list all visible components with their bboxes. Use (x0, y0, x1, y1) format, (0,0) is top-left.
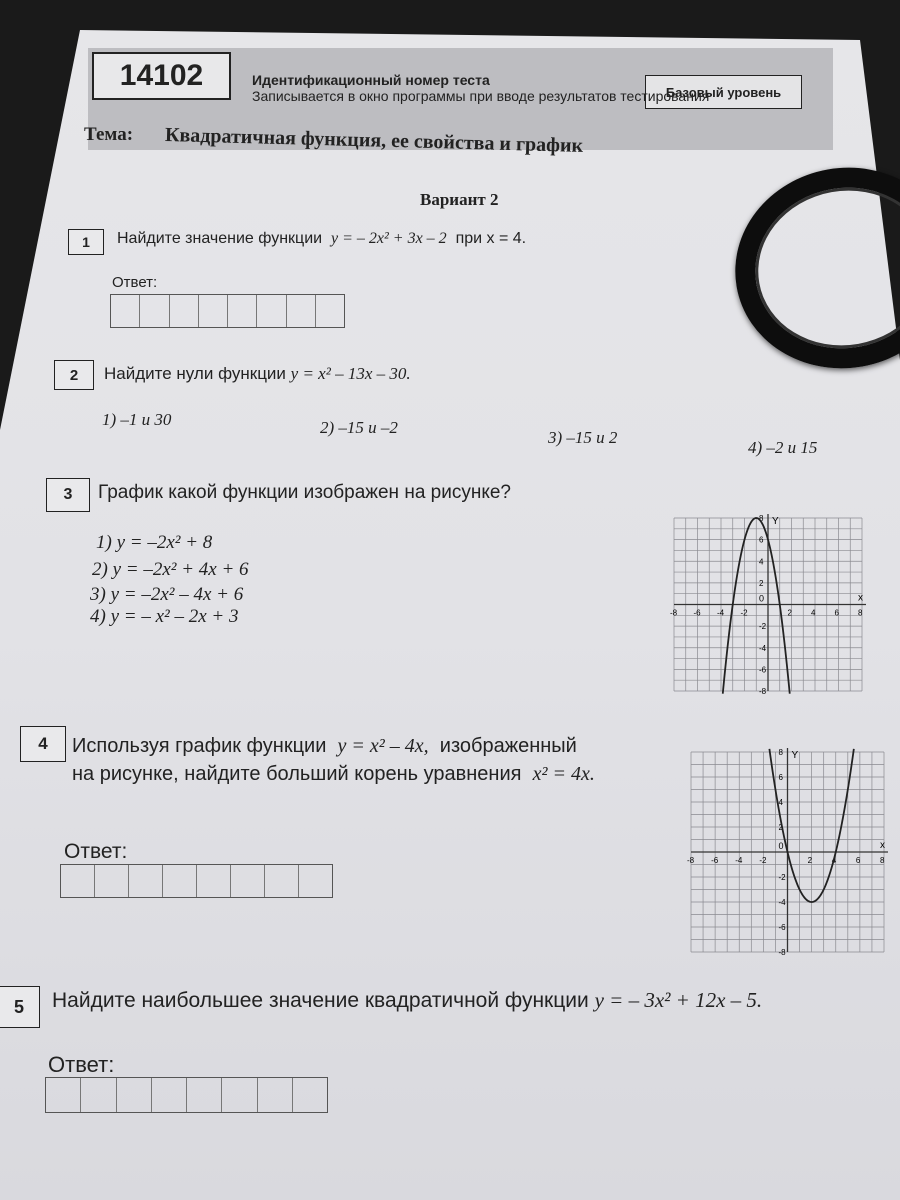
question-5-number: 5 (0, 986, 40, 1028)
q3-graph-y-tick-label: 2 (759, 578, 764, 588)
q4-graph-x-axis-label: x (880, 840, 885, 851)
answer-grid-5[interactable] (45, 1077, 328, 1113)
topic-label: Тема: (84, 124, 134, 145)
q4-graph-x-tick-label: -8 (687, 856, 695, 865)
answer-grid-1[interactable] (110, 294, 345, 328)
q3-option-3[interactable]: 3) y = –2x² – 4x + 6 (90, 584, 244, 605)
question-3-text: График какой функции изображен на рисунке? (98, 482, 511, 503)
q3-graph-x-tick-label: 2 (787, 608, 792, 618)
q3-graph (668, 512, 868, 697)
question-2-formula: y = x² – 13x – 30. (290, 364, 411, 383)
question-2-text: Найдите нули функции y = x² – 13x – 30. (104, 364, 411, 383)
q3-option-1[interactable]: 1) y = –2x² + 8 (96, 532, 213, 553)
q3-graph-origin-label: 0 (759, 593, 765, 604)
q4-graph-y-tick-label: -8 (778, 948, 786, 957)
q4-graph-y-axis-label: Y (791, 750, 799, 761)
q3-graph-x-tick-label: -8 (670, 608, 678, 618)
q3-graph-x-axis-label: x (858, 592, 863, 604)
answer-label-5: Ответ: (48, 1052, 115, 1077)
answer-grid-4[interactable] (60, 864, 333, 898)
q2-option-4[interactable]: 4) –2 и 15 (748, 438, 818, 457)
q4-graph-y-tick-label: -6 (778, 923, 786, 932)
q4-graph-x-tick-label: -2 (759, 856, 767, 865)
q3-graph-x-tick-label: 4 (811, 608, 816, 618)
level-badge: Базовый уровень (645, 75, 802, 109)
q4-graph-x-tick-label: -6 (711, 856, 719, 865)
q4-graph-origin-label: 0 (778, 841, 784, 851)
q2-option-2[interactable]: 2) –15 и –2 (320, 418, 398, 437)
question-2-number: 2 (54, 360, 94, 390)
q4-graph-y-tick-label: -2 (778, 873, 786, 882)
q3-graph-x-tick-label: -6 (693, 608, 701, 618)
q4-graph-x-tick-label: -4 (735, 856, 743, 865)
q3-graph-y-tick-label: 6 (759, 535, 764, 545)
q3-graph-y-tick-label: -2 (759, 622, 767, 632)
question-4-formula-2: x² = 4x. (532, 763, 595, 785)
q4-graph-x-tick-label: 2 (807, 856, 813, 865)
q4-graph-y-tick-label: 4 (778, 798, 783, 807)
test-id-label: Идентификационный номер теста (252, 72, 490, 88)
q3-option-4[interactable]: 4) y = – x² – 2x + 3 (90, 606, 239, 627)
answer-label-4: Ответ: (64, 840, 128, 863)
q3-graph-x-tick-label: 6 (834, 608, 839, 618)
q3-graph-y-axis-label: Y (772, 516, 779, 527)
question-5-text: Найдите наибольшее значение квадратичной функции y = – 3x² + 12x – 5. (52, 988, 763, 1012)
q3-graph-y-tick-label: -6 (759, 665, 767, 675)
q3-graph-x-tick-label: -4 (717, 608, 725, 618)
q4-graph-x-tick-label: 6 (855, 856, 861, 865)
test-id-note: Записывается в окно программы при вводе результатов тестирования (252, 88, 710, 104)
question-4-formula-1: y = x² – 4x, (337, 735, 429, 757)
test-id-box: 14102 (92, 52, 231, 100)
q3-graph-x-tick-label: -2 (740, 608, 748, 618)
q3-graph-y-tick-label: -8 (759, 687, 767, 696)
question-4-text: Используя график функции y = x² – 4x, изображенный на рисунке, найдите больший корень уравнения x² = 4x. (72, 735, 595, 785)
q2-option-1[interactable]: 1) –1 и 30 (102, 410, 172, 429)
q4-graph-y-tick-label: 8 (778, 748, 783, 757)
q4-graph-y-tick-label: 2 (778, 823, 783, 832)
q4-graph (685, 746, 890, 958)
topic-title: Квадратичная функция, ее свойства и график (164, 124, 584, 157)
q4-graph-x-tick-label: 4 (831, 856, 837, 865)
question-1-text: Найдите значение функции y = – 2x² + 3x – 2 при x = 4. (117, 230, 527, 247)
question-1-number: 1 (68, 229, 104, 255)
q3-graph-y-tick-label: 4 (759, 557, 764, 567)
q3-graph-y-tick-label: 8 (759, 514, 764, 523)
q2-option-3[interactable]: 3) –15 и 2 (548, 428, 618, 447)
question-4-number: 4 (20, 726, 66, 762)
q4-graph-x-tick-label: 8 (880, 856, 885, 865)
variant-title: Вариант 2 (420, 190, 499, 209)
q3-option-2[interactable]: 2) y = –2x² + 4x + 6 (92, 559, 249, 580)
question-1-condition: при x = 4. (455, 230, 527, 247)
question-1-formula: y = – 2x² + 3x – 2 (330, 230, 447, 247)
q3-graph-y-tick-label: -4 (759, 643, 767, 653)
question-3-number: 3 (46, 478, 90, 512)
q4-graph-y-tick-label: -4 (778, 898, 786, 907)
question-5-formula: y = – 3x² + 12x – 5. (594, 988, 763, 1012)
answer-label-1: Ответ: (112, 274, 158, 291)
q4-graph-y-tick-label: 6 (778, 773, 783, 782)
q3-graph-x-tick-label: 8 (858, 608, 863, 618)
